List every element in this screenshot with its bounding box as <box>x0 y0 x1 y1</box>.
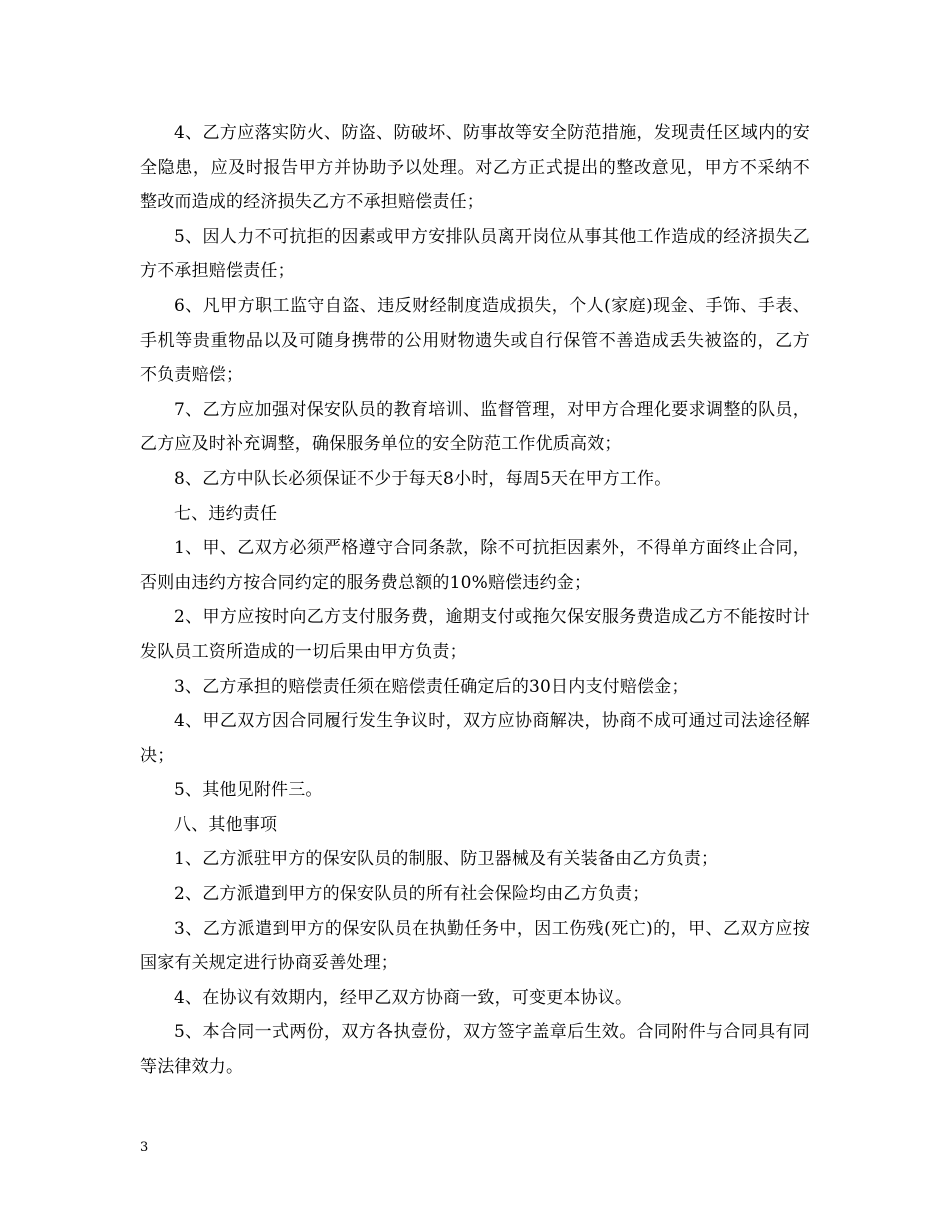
paragraph-clause-6-8: 8、乙方中队长必须保证不少于每天8小时，每周5天在甲方工作。 <box>174 468 672 489</box>
paragraph-clause-7-3: 3、乙方承担的赔偿责任须在赔偿责任确定后的30日内支付赔偿金； <box>174 676 689 697</box>
section-heading-breach-liability: 七、违约责任 <box>174 503 278 524</box>
paragraph-clause-8-1: 1、乙方派驻甲方的保安队员的制服、防卫器械及有关装备由乙方负责； <box>174 849 719 870</box>
paragraph-clause-7-2: 2、甲方应按时向乙方支付服务费，逾期支付或拖欠保安服务费造成乙方不能按时计发队员工资所造成的一切后果由甲方负责； <box>140 607 810 662</box>
paragraph-clause-7-1: 1、甲、乙双方必须严格遵守合同条款，除不可抗拒因素外，不得单方面终止合同，否则由违约方按合同约定的服务费总额的10%赔偿违约金； <box>140 538 810 593</box>
section-heading-other-matters: 八、其他事项 <box>174 814 278 835</box>
paragraph-clause-6-6: 6、凡甲方职工监守自盗、违反财经制度造成损失，个人(家庭)现金、手饰、手表、手机等贵重物品以及可随身携带的公用财物遗失或自行保管不善造成丢失被盗的，乙方不负责赔偿； <box>140 295 810 386</box>
paragraph-clause-6-4: 4、乙方应落实防火、防盗、防破坏、防事故等安全防范措施，发现责任区域内的安全隐患，应及时报告甲方并协助予以处理。对乙方正式提出的整改意见，甲方不采纳不整改而造成的经济损失乙方不承担赔偿责任； <box>140 123 810 213</box>
paragraph-clause-7-4: 4、甲乙双方因合同履行发生争议时，双方应协商解决，协商不成可通过司法途径解决； <box>140 711 810 766</box>
paragraph-clause-8-4: 4、在协议有效期内，经甲乙双方协商一致，可变更本协议。 <box>174 987 633 1008</box>
paragraph-clause-6-5: 5、因人力不可抗拒的因素或甲方安排队员离开岗位从事其他工作造成的经济损失乙方不承担赔偿责任； <box>140 226 810 282</box>
paragraph-clause-8-3: 3、乙方派遣到甲方的保安队员在执勤任务中，因工伤残(死亡)的，甲、乙双方应按国家有关规定进行协商妥善处理； <box>140 918 810 974</box>
document-body <box>140 116 810 1085</box>
paragraph-clause-8-2: 2、乙方派遣到甲方的保安队员的所有社会保险均由乙方负责； <box>174 884 650 905</box>
paragraph-clause-8-5: 5、本合同一式两份，双方各执壹份，双方签字盖章后生效。合同附件与合同具有同等法律效力。 <box>140 1022 810 1078</box>
paragraph-clause-6-7: 7、乙方应加强对保安队员的教育培训、监督管理，对甲方合理化要求调整的队员，乙方应及时补充调整，确保服务单位的安全防范工作优质高效； <box>140 399 810 455</box>
paragraph-clause-7-5: 5、其他见附件三。 <box>174 780 323 801</box>
page-number: 3 <box>140 1140 149 1155</box>
